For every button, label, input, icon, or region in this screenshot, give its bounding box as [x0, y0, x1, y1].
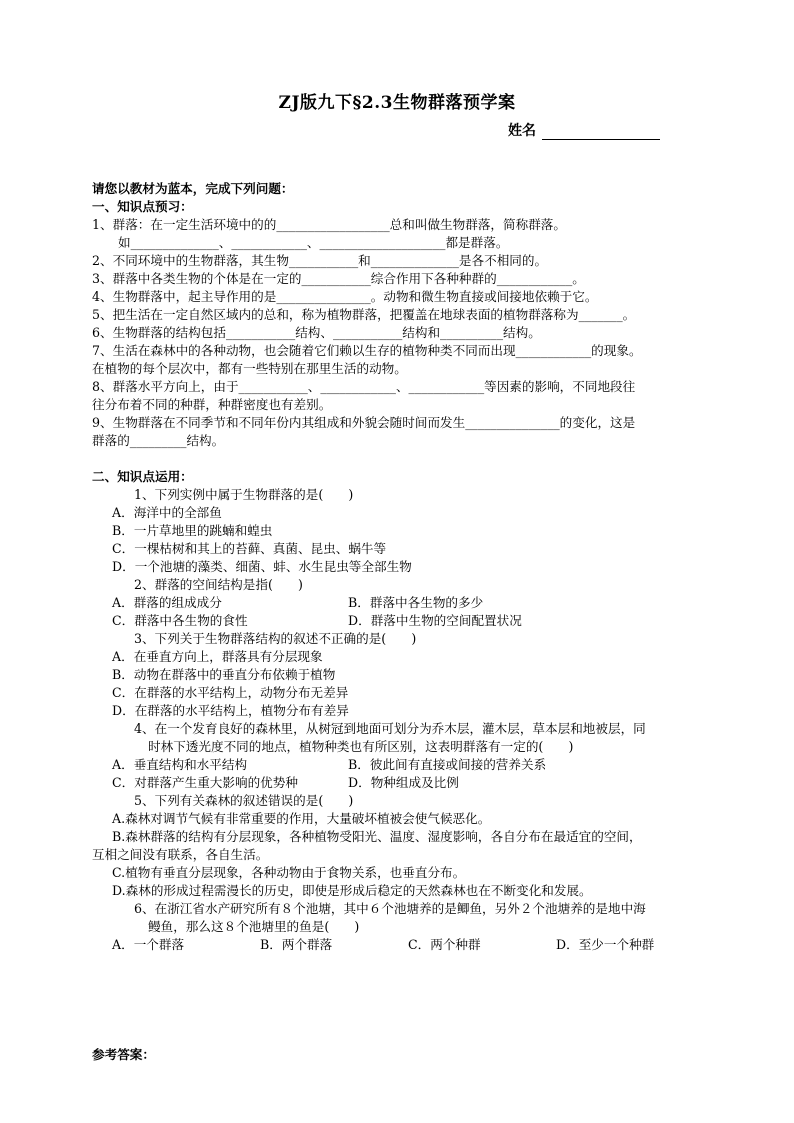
q5-option-b: B.森林群落的结构有分层现象，各种植物受阳光、温度、湿度影响，各自分布在最适宜的空间，	[112, 829, 642, 844]
q5-option-c: C.植物有垂直分层现象，各种动物由于食物关系，也垂直分布。	[112, 865, 466, 880]
question-4-stem-cont: 时林下透光度不同的地点，植物种类也有所区别，这表明群落有一定的( )	[148, 739, 574, 754]
q1-option-d: D．一个池塘的藻类、细菌、蚌、水生昆虫等全部生物	[112, 559, 412, 574]
s1-line: 1、群落：在一定生活环境中的的__________________总和叫做生物群落，简称群落。	[92, 217, 566, 232]
page-title: ZJ版九下§2.3生物群落预学案	[278, 93, 516, 113]
q2-option-a: A．群落的组成成分	[112, 595, 222, 610]
q6-option-a: A．一个群落	[112, 937, 185, 952]
s1-line: 8、群落水平方向上，由于___________、____________、____________等因素的影响，不同地段往	[92, 379, 636, 394]
s1-line: 3、群落中各类生物的个体是在一定的___________综合作用下各种种群的____________。	[92, 271, 585, 286]
q3-option-c: C．在群落的水平结构上，动物分布无差异	[112, 685, 349, 700]
q6-option-c: C．两个种群	[408, 937, 481, 952]
s1-line: 6、生物群落的结构包括___________结构、___________结构和__________结构。	[92, 325, 541, 340]
question-3-stem: 3、下列关于生物群落结构的叙述不正确的是( )	[134, 631, 417, 646]
s1-line: 在植物的每个层次中，都有一些特别在那里生活的动物。	[92, 361, 407, 376]
s1-line: 5、把生活在一定自然区域内的总和，称为植物群落，把覆盖在地球表面的植物群落称为_______。	[92, 307, 636, 322]
s1-line: 如______________、____________、____________________都是群落。	[118, 235, 509, 250]
q2-option-c: C．群落中各生物的食性	[112, 613, 248, 628]
q1-option-a: A．海洋中的全部鱼	[112, 505, 222, 520]
answer-label: 参考答案：	[92, 1047, 155, 1062]
q4-option-c: C．对群落产生重大影响的优势种	[112, 775, 298, 790]
q3-option-a: A．在垂直方向上，群落具有分层现象	[112, 649, 323, 664]
q4-option-d: D．物种组成及比例	[348, 775, 459, 790]
section1-heading: 一、知识点预习：	[92, 199, 193, 214]
q4-options-row	[92, 774, 704, 792]
s1-line: 4、生物群落中，起主导作用的是_______________。动物和微生物直接或间接地依赖于它。	[92, 289, 598, 304]
section2-heading: 二、知识点运用：	[92, 469, 193, 484]
name-label: 姓名	[508, 123, 536, 139]
q4-option-a: A．垂直结构和水平结构	[112, 757, 248, 772]
q1-option-b: B．一片草地里的跳蝻和蝗虫	[112, 523, 273, 538]
q5-option-a: A.森林对调节气候有非常重要的作用，大量破坏植被会使气候恶化。	[112, 811, 491, 826]
q1-option-c: C．一棵枯树和其上的苔藓、真菌、昆虫、蜗牛等	[112, 541, 387, 556]
s1-line: 往分布着不同的种群，种群密度也有差别。	[92, 397, 332, 412]
question-6-stem-cont: 鳗鱼，那么这８个池塘里的鱼是( )	[148, 919, 360, 934]
name-blank-line[interactable]	[542, 125, 660, 140]
question-4-stem: 4、在一个发育良好的森林里，从树冠到地面可划分为乔木层，灌木层，草本层和地被层，同	[134, 721, 646, 736]
q3-option-d: D．在群落的水平结构上，植物分布有差异	[112, 703, 349, 718]
q6-option-d: D．至少一个种群	[556, 937, 655, 952]
q6-option-b: B．两个群落	[260, 937, 333, 952]
q2-option-b: B．群落中各生物的多少	[348, 595, 484, 610]
question-2-stem: 2、群落的空间结构是指( )	[134, 577, 303, 592]
s1-line: 9、生物群落在不同季节和不同年份内其组成和外貌会随时间而发生_______________的变化，这是	[92, 415, 636, 430]
q6-options-row	[92, 936, 704, 954]
worksheet-content	[92, 180, 704, 954]
q2-options-row	[92, 594, 704, 612]
s1-line: 群落的_________结构。	[92, 433, 225, 448]
question-6-stem: 6、在浙江省水产研究所有８个池塘，其中６个池塘养的是鲫鱼，另外２个池塘养的是地中海	[134, 901, 646, 916]
intro-text: 请您以教材为蓝本，完成下列问题：	[92, 181, 294, 196]
s1-line: 2、不同环境中的生物群落，其生物___________和______________是各不相同的。	[92, 253, 548, 268]
question-1-stem: 1、下列实例中属于生物群落的是( )	[134, 487, 354, 502]
q5-option-d: D.森林的形成过程需漫长的历史，即使是形成后稳定的天然森林也在不断变化和发展。	[112, 883, 592, 898]
q3-option-b: B．动物在群落中的垂直分布依赖于植物	[112, 667, 336, 682]
q2-option-d: D．群落中生物的空间配置状况	[348, 613, 522, 628]
q4-option-b: B．彼此间有直接或间接的营养关系	[348, 757, 547, 772]
name-field	[508, 120, 660, 140]
s1-line: 7、生活在森林中的各种动物，也会随着它们赖以生存的植物种类不同而出现____________的现象。	[92, 343, 642, 358]
q5-option-b-cont: 互相之间没有联系，各自生活。	[92, 847, 269, 862]
question-5-stem: 5、下列有关森林的叙述错误的是( )	[134, 793, 354, 808]
q2-options-row	[92, 612, 704, 630]
q4-options-row	[92, 756, 704, 774]
